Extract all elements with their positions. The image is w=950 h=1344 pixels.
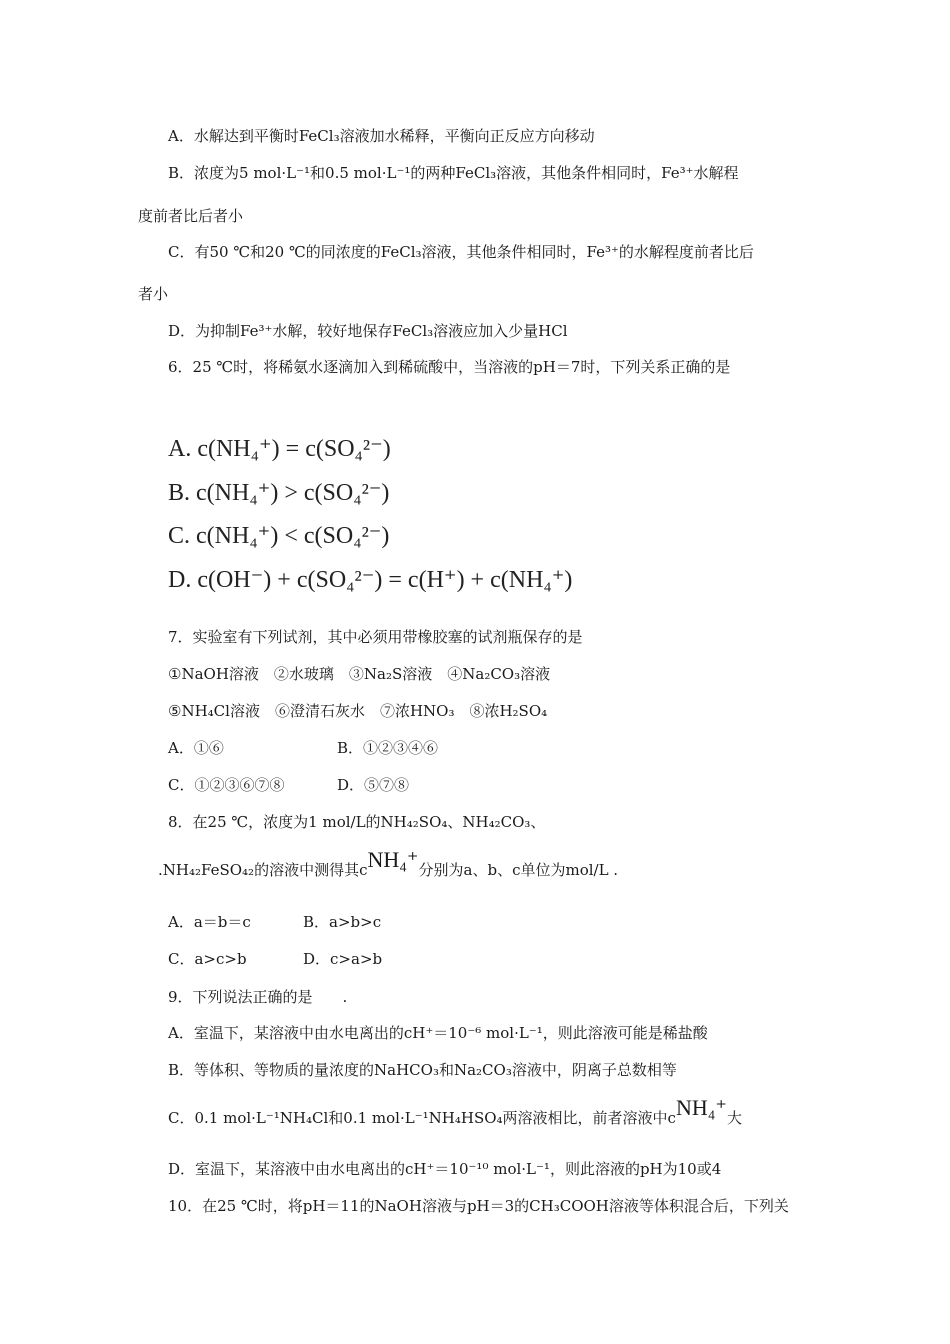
question-8-stem-part1: .NH₄₂FeSO₄₂的溶液中测得其c <box>158 861 368 879</box>
question-7-reagent-list-2: ⑤NH₄Cl溶液 ⑥澄清石灰水 ⑦浓HNO₃ ⑧浓H₂SO₄ <box>168 702 548 720</box>
question-6-option-a: A. c(NH₄⁺) = c(SO₄²⁻) <box>168 436 391 462</box>
question-9-stem: 9．下列说法正确的是 . <box>168 988 348 1006</box>
question-8-option-a: A．a＝b＝c <box>168 913 251 931</box>
question-8-stem-line1: 8．在25 ℃，浓度为1 mol/L的NH₄₂SO₄、NH₄₂CO₃、 <box>168 813 546 831</box>
question-9-option-b: B．等体积、等物质的量浓度的NaHCO₃和Na₂CO₃溶液中，阴离子总数相等 <box>168 1061 677 1079</box>
question-8-option-d: D．c>a>b <box>303 950 383 968</box>
question-6-option-c: C. c(NH₄⁺) < c(SO₄²⁻) <box>168 523 390 549</box>
question-7-option-d: D．⑤⑦⑧ <box>337 776 410 794</box>
question-5-option-c-line1: C．有50 ℃和20 ℃的同浓度的FeCl₃溶液，其他条件相同时，Fe³⁺的水解程度前者比后 <box>168 243 754 261</box>
question-9-option-c-part1: C．0.1 mol·L⁻¹NH₄Cl和0.1 mol·L⁻¹NH₄HSO₄两溶液相比，前者溶液中c <box>168 1109 676 1127</box>
question-6-stem: 6．25 ℃时，将稀氨水逐滴加入到稀硫酸中，当溶液的pH＝7时，下列关系正确的是 <box>168 358 731 376</box>
question-5-option-c-line2: 者小 <box>138 285 169 303</box>
question-9-option-d: D．室温下，某溶液中由水电离出的cH⁺＝10⁻¹⁰ mol·L⁻¹，则此溶液的pH为10或4 <box>168 1160 722 1178</box>
question-5-option-b-line2: 度前者比后者小 <box>138 207 244 225</box>
question-5-option-a: A．水解达到平衡时FeCl₃溶液加水稀释，平衡向正反应方向移动 <box>168 127 595 145</box>
question-6-option-d: D. c(OH⁻) + c(SO₄²⁻) = c(H⁺) + c(NH₄⁺) <box>168 567 573 593</box>
question-10-stem: 10．在25 ℃时，将pH＝11的NaOH溶液与pH＝3的CH₃COOH溶液等体积混合后，下列关 <box>168 1197 789 1215</box>
question-7-stem: 7．实验室有下列试剂，其中必须用带橡胶塞的试剂瓶保存的是 <box>168 628 583 646</box>
question-7-option-c: C．①②③⑥⑦⑧ <box>168 776 285 794</box>
question-6-option-b: B. c(NH₄⁺) > c(SO₄²⁻) <box>168 480 390 506</box>
question-7-option-a: A．①⑥ <box>168 739 224 757</box>
question-9-option-c-part2: 大 <box>727 1109 743 1127</box>
question-7-option-b: B．①②③④⑥ <box>337 739 439 757</box>
question-5-option-d: D．为抑制Fe³⁺水解，较好地保存FeCl₃溶液应加入少量HCl <box>168 322 568 340</box>
question-7-reagent-list-1: ①NaOH溶液 ②水玻璃 ③Na₂S溶液 ④Na₂CO₃溶液 <box>168 665 551 683</box>
question-9-option-c <box>168 1095 743 1128</box>
question-8-option-c: C．a>c>b <box>168 950 247 968</box>
ammonium-ion-formula: NH₄⁺ <box>675 1095 727 1120</box>
question-9-option-a: A．室温下，某溶液中由水电离出的cH⁺＝10⁻⁶ mol·L⁻¹，则此溶液可能是稀盐酸 <box>168 1024 708 1042</box>
question-5-option-b-line1: B．浓度为5 mol·L⁻¹和0.5 mol·L⁻¹的两种FeCl₃溶液，其他条件相同时，Fe³⁺水解程 <box>168 164 739 182</box>
question-8-stem-line2 <box>158 847 619 880</box>
ammonium-ion-formula: NH₄⁺ <box>367 847 419 872</box>
question-8-stem-part2: 分别为a、b、c单位为mol/L . <box>418 861 619 879</box>
question-8-option-b: B．a>b>c <box>303 913 382 931</box>
